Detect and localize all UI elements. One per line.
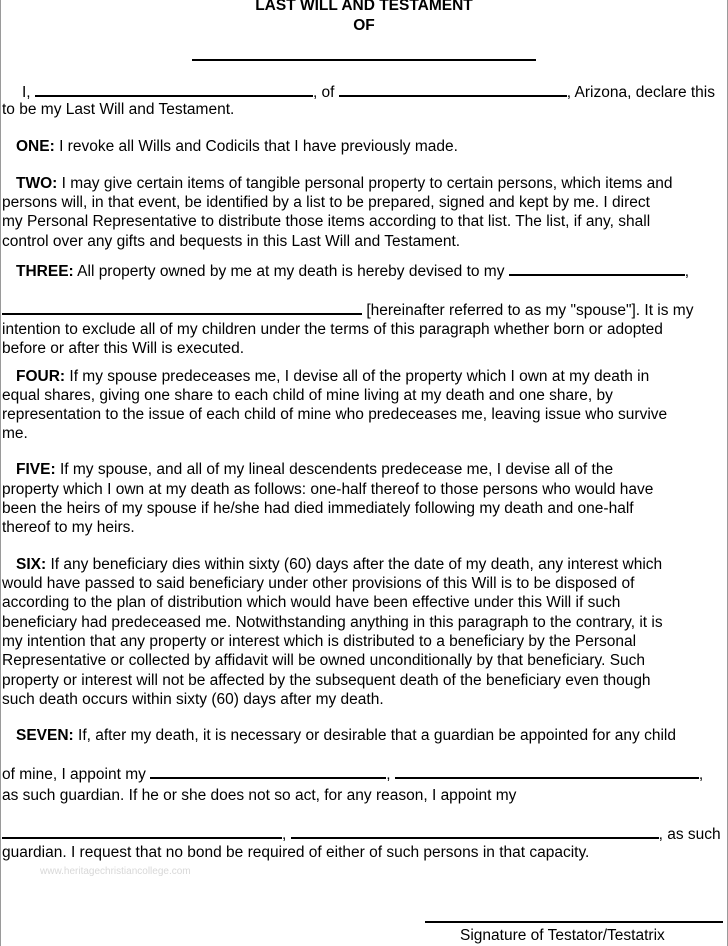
article-two-line-4: control over any gifts and bequests in this Last Will and Testament. xyxy=(2,233,461,250)
testator-name-blank[interactable] xyxy=(192,59,536,61)
article-five-text-1: If my spouse, and all of my lineal descendents predecease me, I devise all of the xyxy=(59,461,614,478)
article-three-line-1 xyxy=(16,262,689,281)
document-title-of: OF xyxy=(353,17,375,34)
article-six-line-1 xyxy=(16,555,662,574)
article-four-text-1: If my spouse predeceases me, I devise all of the property which I own at my death in xyxy=(69,368,650,385)
article-six-line-2: would have passed to said beneficiary under other provisions of this Will is to be disposed of xyxy=(2,575,635,592)
guardian-name-field-1[interactable] xyxy=(150,765,386,779)
article-seven-line-4 xyxy=(2,825,721,844)
article-three-text-1: All property owned by me at my death is hereby devised to my xyxy=(77,263,505,280)
article-three-line-4: before or after this Will is executed. xyxy=(2,340,245,357)
article-four-label: FOUR: xyxy=(16,368,66,385)
watermark-text: www.heritagechristiancollege.com xyxy=(40,866,191,877)
testator-name-field[interactable] xyxy=(35,83,313,97)
article-five-line-1 xyxy=(16,460,613,479)
alternate-guardian-field-2[interactable] xyxy=(291,825,659,839)
article-three-comma: , xyxy=(684,263,690,280)
article-six-line-4: beneficiary had predeceased me. Notwithstanding anything in this paragraph to the contrary, it is xyxy=(2,614,663,631)
article-five-line-4: thereof to my heirs. xyxy=(2,519,135,536)
article-two-line-3: my Personal Representative to distribute those items according to that list. The list, if any, shall xyxy=(2,213,651,230)
spouse-name-field-2[interactable] xyxy=(2,301,362,315)
article-six-line-7: property or interest will not be affected by the subsequent death of the beneficiary even though xyxy=(2,672,651,689)
article-three-text-2: [hereinafter referred to as my "spouse"]. It is my xyxy=(366,302,694,319)
article-six-line-5: my intention that any property or interest which is distributed to a beneficiary by the Personal xyxy=(2,633,637,650)
article-six-line-3: according to the plan of distribution which would have been effective under this Will if such xyxy=(2,594,621,611)
article-seven-line-5: guardian. I request that no bond be required of either of such persons in that capacity. xyxy=(2,844,590,861)
article-one-text: I revoke all Wills and Codicils that I have previously made. xyxy=(59,138,458,155)
city-field[interactable] xyxy=(339,83,567,97)
signature-line[interactable] xyxy=(425,921,723,923)
article-three-line-3: intention to exclude all of my children under the terms of this paragraph whether born or adopted xyxy=(2,321,663,338)
intro-arizona-text: , Arizona, declare this xyxy=(566,84,715,101)
article-three-label: THREE: xyxy=(16,263,74,280)
article-six-line-6: Representative or collected by affidavit will be owned unconditionally by that beneficiary. Such xyxy=(2,652,646,669)
intro-i-text: I, xyxy=(22,84,31,101)
article-seven-comma-1: , xyxy=(386,766,391,783)
signature-label: Signature of Testator/Testatrix xyxy=(460,927,665,944)
article-four-line-3: representation to the issue of each child of mine who predeceases me, leaving issue who survive xyxy=(2,406,668,423)
article-seven-text-2: of mine, I appoint my xyxy=(2,766,146,783)
article-two-line-1 xyxy=(16,174,672,193)
article-three-line-2 xyxy=(2,301,693,320)
article-seven-as-such: , as such xyxy=(658,826,721,843)
article-seven-line-3: as such guardian. If he or she does not so act, for any reason, I appoint my xyxy=(2,787,517,804)
intro-line-2: to be my Last Will and Testament. xyxy=(2,101,235,118)
page-left-border xyxy=(0,0,1,946)
article-six-label: SIX: xyxy=(16,556,47,573)
article-seven-comma-3: , xyxy=(282,826,287,843)
article-six-line-8: such death occurs within sixty (60) days after my death. xyxy=(2,691,384,708)
article-five-line-2: property which I own at my death as follows: one-half thereof to those persons who would have xyxy=(2,481,654,498)
alternate-guardian-field-1[interactable] xyxy=(2,825,282,839)
article-two-label: TWO: xyxy=(16,175,58,192)
article-one xyxy=(16,137,458,156)
document-title: LAST WILL AND TESTAMENT xyxy=(255,0,473,14)
article-seven-line-1 xyxy=(16,726,676,745)
article-seven-text-1: If, after my death, it is necessary or desirable that a guardian be appointed for any child xyxy=(78,727,676,744)
article-four-line-4: me. xyxy=(2,425,28,442)
article-seven-label: SEVEN: xyxy=(16,727,74,744)
guardian-name-field-2[interactable] xyxy=(395,765,699,779)
article-five-line-3: been the heirs of my spouse if he/she had died immediately following my death and one-half xyxy=(2,500,634,517)
article-six-text-1: If any beneficiary dies within sixty (60) days after the date of my death, any interest which xyxy=(50,556,663,573)
spouse-name-field-1[interactable] xyxy=(509,262,685,276)
article-seven-line-2 xyxy=(2,765,703,784)
article-two-line-2: persons will, in that event, be identified by a list to be prepared, signed and kept by me. I direct xyxy=(2,194,650,211)
article-four-line-2: equal shares, giving one share to each child of mine living at my death and one share, by xyxy=(2,387,613,404)
article-four-line-1 xyxy=(16,367,649,386)
article-seven-comma-2: , xyxy=(698,766,704,783)
article-two-text-1: I may give certain items of tangible personal property to certain persons, which items and xyxy=(61,175,673,192)
article-one-label: ONE: xyxy=(16,138,55,155)
intro-of-text: , of xyxy=(312,84,335,101)
article-five-label: FIVE: xyxy=(16,461,56,478)
